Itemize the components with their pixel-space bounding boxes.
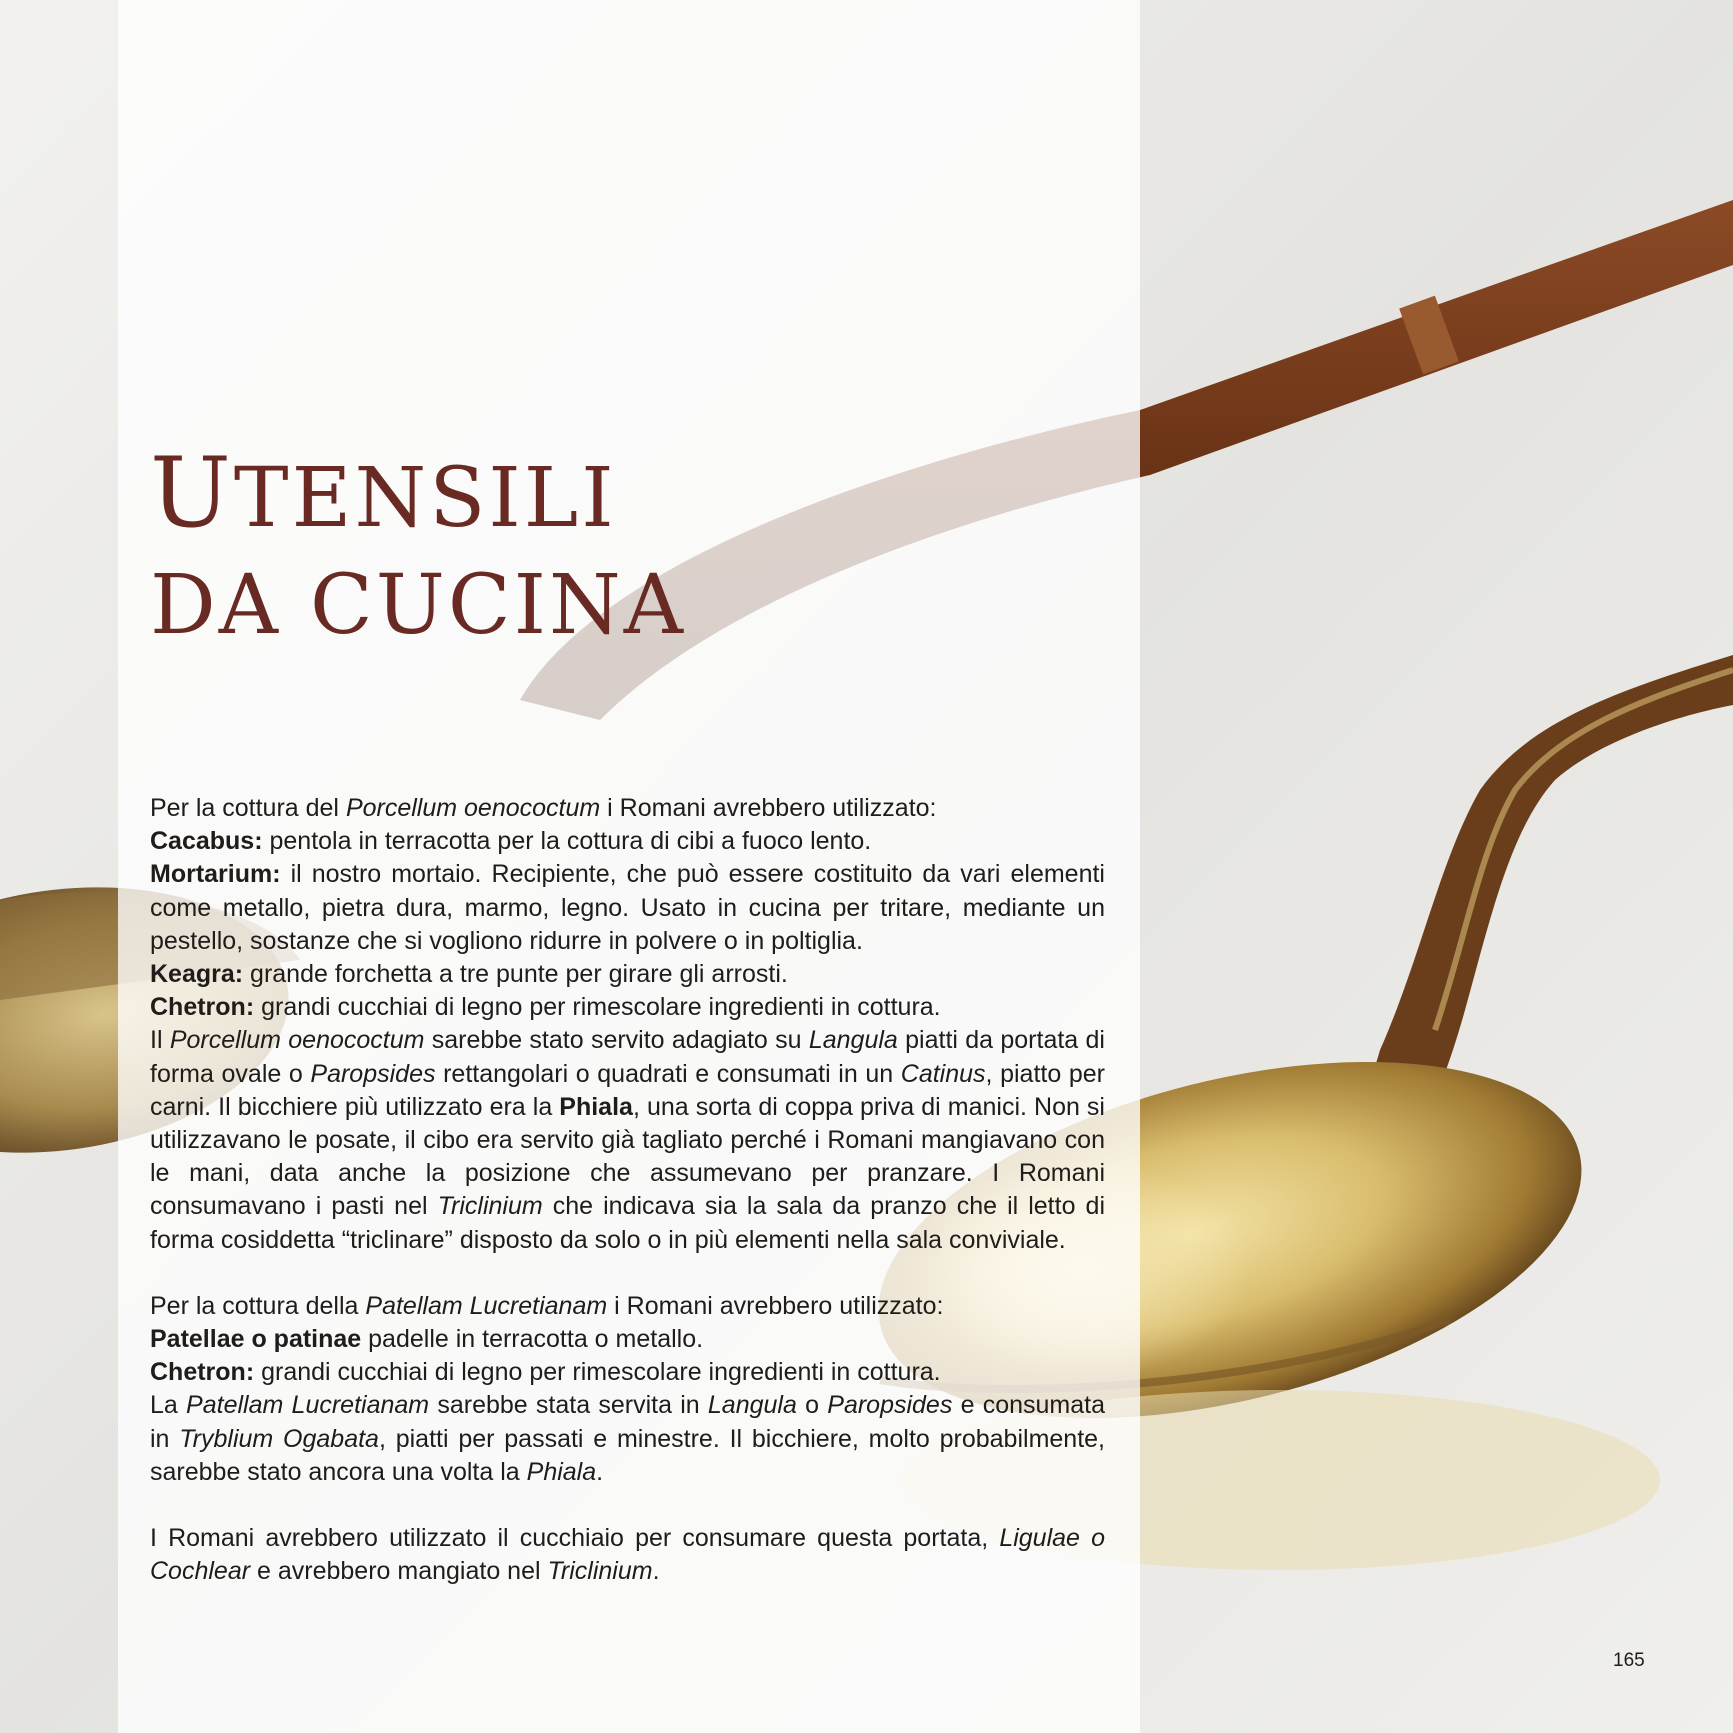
paragraph-serving-patellam: La Patellam Lucretianam sarebbe stata servita in Langula o Paropsides e consumata in Tryblium Ogabata, piatti per passati e minestre. Il bicchiere, molto probabilmente, sarebbe stato ancora una volta la Phiala. <box>150 1391 1105 1486</box>
page-number: 165 <box>1613 1650 1645 1671</box>
title-line-2: DA CUCINA <box>150 558 686 653</box>
paragraph-spoon: I Romani avrebbero utilizzato il cucchiaio per consumare questa portata, Ligulae o Cochlear e avrebbero mangiato nel Triclinium. <box>150 1524 1105 1586</box>
body-text <box>150 792 1105 1588</box>
term-keagra: Keagra: <box>150 960 244 989</box>
paragraph-patellae: Patellae o patinae padelle in terracotta o metallo. <box>150 1325 704 1354</box>
paragraph-intro-patellam: Per la cottura della Patellam Lucretianam i Romani avrebbero utilizzato: <box>150 1291 944 1320</box>
paragraph-chetron: Chetron: grandi cucchiai di legno per rimescolare ingredienti in cottura. <box>150 993 941 1022</box>
page-title <box>150 437 686 685</box>
term-chetron: Chetron: <box>150 993 255 1022</box>
paragraph-keagra: Keagra: grande forchetta a tre punte per girare gli arrosti. <box>150 960 788 989</box>
paragraph-serving-porcellum: Il Porcellum oenococtum sarebbe stato servito adagiato su Langula piatti da portata di forma ovale o Paropsides rettangolari o quadrati e consumati in un Catinus, piatto per carni. Il bicchiere più utilizzato era la Phiala, una sorta di coppa priva di manici. Non si utilizzavano le posate, il cibo era servito già tagliato perché i Romani mangiavano con le mani, data anche la posizione che assumevano per pranzare. I Romani consumavano i pasti nel Triclinium che indicava sia la sala da pranzo che il letto di forma cosiddetta “triclinare” disposto da solo o in più elementi nella sala conviviale. <box>150 1026 1105 1254</box>
paragraph-intro-porcellum: Per la cottura del Porcellum oenococtum i Romani avrebbero utilizzato: <box>150 794 937 822</box>
title-line-1: UTENSILI <box>150 437 617 549</box>
term-cacabus: Cacabus: <box>150 827 263 856</box>
paragraph-mortarium: Mortarium: il nostro mortaio. Recipiente, che può essere costituito da vari elementi come metallo, pietra dura, marmo, legno. Usato in cucina per tritare, mediante un pestello, sostanze che si vogliono ridurre in polvere o in poltiglia. <box>150 860 1105 955</box>
term-patellae: Patellae o patinae <box>150 1325 362 1354</box>
paragraph-chetron-2: Chetron: grandi cucchiai di legno per rimescolare ingredienti in cottura. <box>150 1358 941 1387</box>
paragraph-cacabus: Cacabus: pentola in terracotta per la cottura di cibi a fuoco lento. <box>150 827 872 856</box>
term-chetron-2: Chetron: <box>150 1358 255 1387</box>
term-mortarium: Mortarium: <box>150 860 281 889</box>
